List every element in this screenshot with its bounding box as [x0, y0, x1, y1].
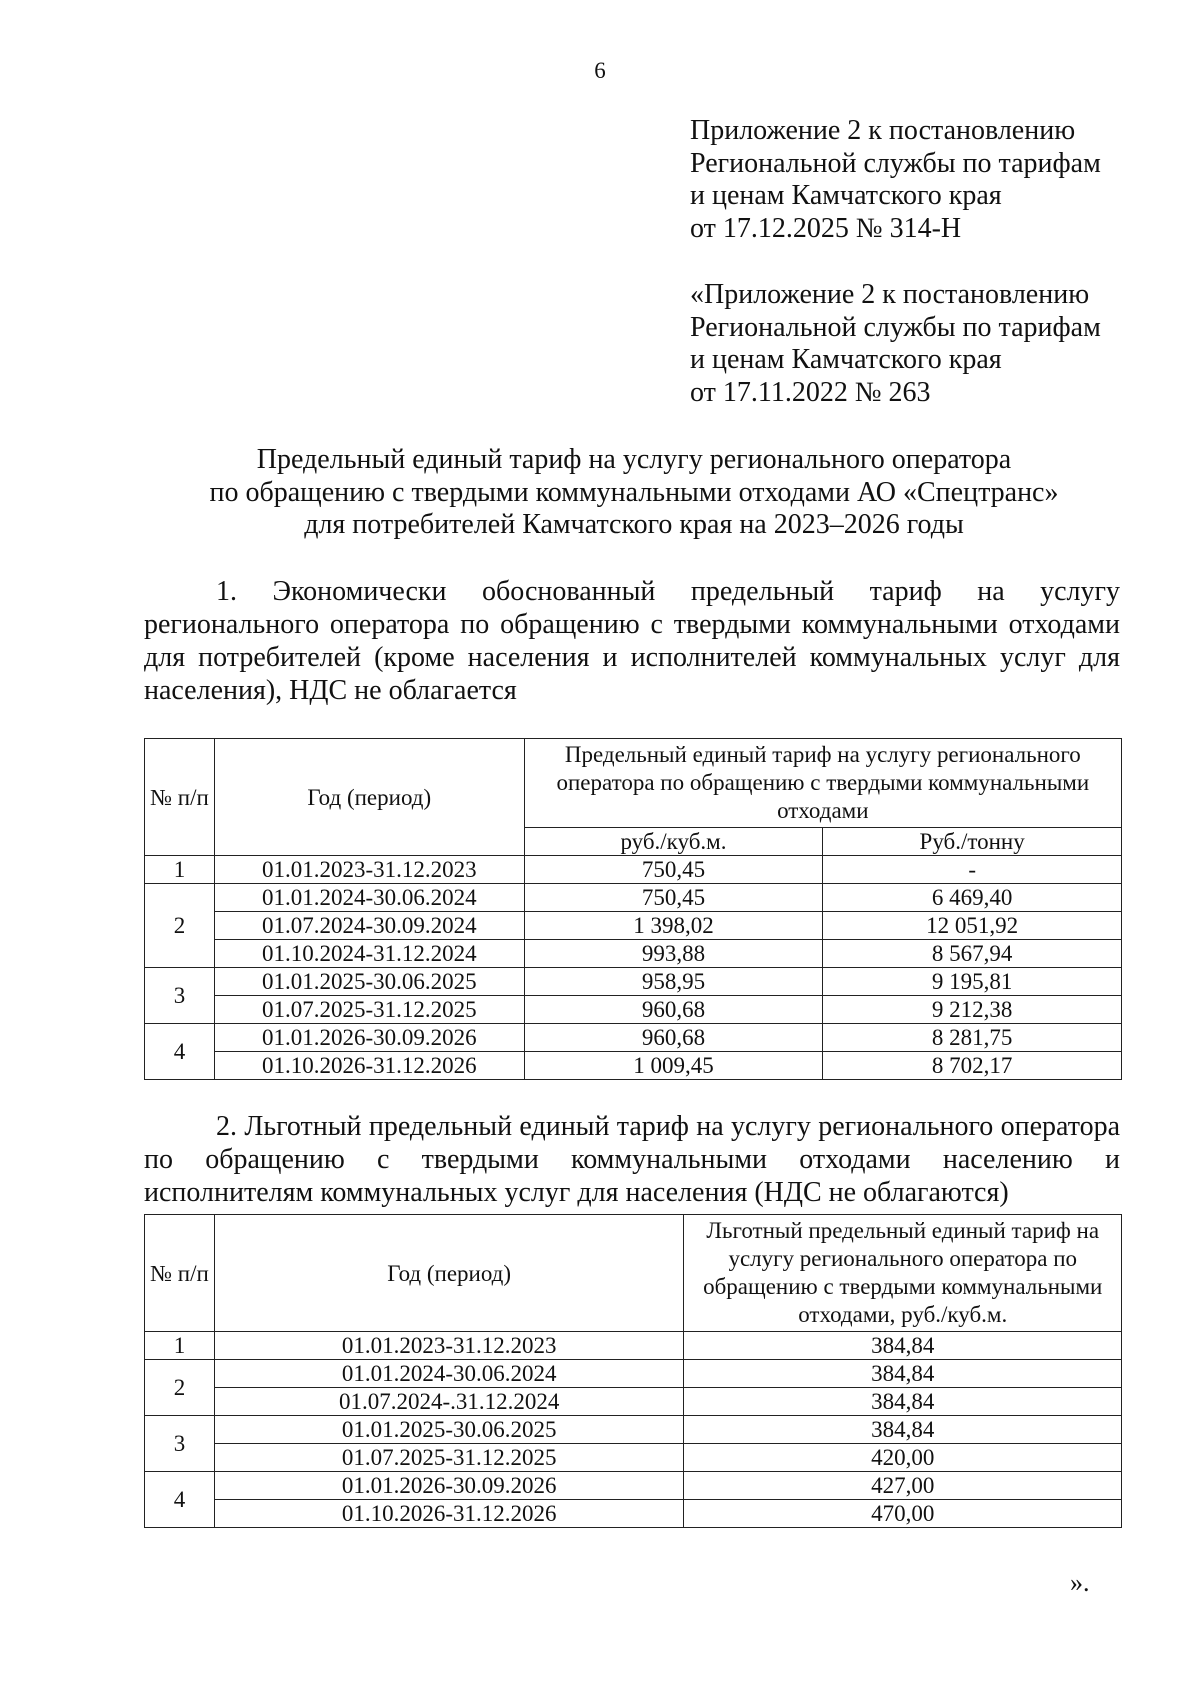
appendix-previous — [690, 279, 1101, 409]
row-period: 01.01.2023-31.12.2023 — [214, 1332, 684, 1360]
section-1-line: регионального оператора по обращению с твердыми коммунальными отходами — [144, 609, 1120, 640]
row-period: 01.01.2024-30.06.2024 — [214, 884, 524, 912]
header-num: № п/п — [145, 1215, 215, 1332]
row-tariff-weight: 8 567,94 — [823, 940, 1122, 968]
row-number: 4 — [145, 1472, 215, 1528]
appendix-previous-line: от 17.11.2022 № 263 — [690, 376, 931, 408]
table-row — [145, 1360, 1122, 1388]
table-row — [145, 1052, 1122, 1080]
row-tariff-volume: 750,45 — [524, 856, 823, 884]
section-1-text — [144, 575, 1120, 707]
appendix-current-line: Приложение 2 к постановлению — [690, 115, 1076, 146]
row-tariff-weight: 6 469,40 — [823, 884, 1122, 912]
title-line: для потребителей Камчатского края на 2023–2026 годы — [304, 509, 964, 540]
table-row — [145, 1444, 1122, 1472]
row-tariff-weight: - — [823, 856, 1122, 884]
row-tariff-value: 384,84 — [684, 1332, 1122, 1360]
row-number: 3 — [145, 968, 215, 1024]
table-row — [145, 1472, 1122, 1500]
row-period: 01.10.2024-31.12.2024 — [214, 940, 524, 968]
section-2-line: по обращению с твердыми коммунальными отходами населению и — [144, 1144, 1120, 1175]
table-row — [145, 940, 1122, 968]
row-tariff-weight: 12 051,92 — [823, 912, 1122, 940]
row-period: 01.10.2026-31.12.2026 — [214, 1500, 684, 1528]
row-tariff-volume: 750,45 — [524, 884, 823, 912]
row-tariff-volume: 960,68 — [524, 996, 823, 1024]
table-row — [145, 1332, 1122, 1360]
appendix-current-line: от 17.12.2025 № 314-Н — [690, 212, 962, 244]
row-tariff-weight: 9 195,81 — [823, 968, 1122, 996]
row-tariff-value: 427,00 — [684, 1472, 1122, 1500]
table-row — [145, 1388, 1122, 1416]
header-num: № п/п — [145, 739, 215, 856]
row-period: 01.01.2025-30.06.2025 — [214, 1416, 684, 1444]
row-number: 2 — [145, 1360, 215, 1416]
appendix-previous-line: «Приложение 2 к постановлению — [690, 279, 1090, 310]
row-period: 01.07.2024-30.09.2024 — [214, 912, 524, 940]
section-2-line: 2. Льготный предельный единый тариф на услугу регионального оператора — [216, 1111, 1120, 1142]
section-1-line: для потребителей (кроме населения и исполнителей коммунальных услуг для — [144, 642, 1120, 673]
page-number: 6 — [594, 58, 606, 83]
section-2-line: исполнителям коммунальных услуг для населения (НДС не облагаются) — [144, 1177, 1009, 1208]
title-line: Предельный единый тариф на услугу регионального оператора — [256, 444, 1012, 475]
table-row — [145, 1416, 1122, 1444]
closing-quote: ». — [1070, 1568, 1090, 1597]
table-row — [145, 884, 1122, 912]
row-tariff-volume: 958,95 — [524, 968, 823, 996]
row-period: 01.10.2026-31.12.2026 — [214, 1052, 524, 1080]
appendix-current — [690, 115, 1101, 245]
row-period: 01.01.2023-31.12.2023 — [214, 856, 524, 884]
row-number: 3 — [145, 1416, 215, 1472]
row-tariff-weight: 9 212,38 — [823, 996, 1122, 1024]
row-tariff-value: 384,84 — [684, 1416, 1122, 1444]
tariff-table-economic — [144, 738, 1122, 1080]
section-1-line: 1. Экономически обоснованный предельный тариф на услугу — [216, 576, 1120, 607]
row-number: 4 — [145, 1024, 215, 1080]
row-tariff-value: 470,00 — [684, 1500, 1122, 1528]
row-tariff-value: 420,00 — [684, 1444, 1122, 1472]
row-number: 1 — [145, 1332, 215, 1360]
row-tariff-weight: 8 281,75 — [823, 1024, 1122, 1052]
table-row — [145, 968, 1122, 996]
tariff-table-preferential — [144, 1214, 1122, 1528]
table-header-row — [145, 1215, 1122, 1332]
table-row — [145, 856, 1122, 884]
table-row — [145, 1024, 1122, 1052]
document-title — [0, 444, 1200, 542]
appendix-current-line: Региональной службы по тарифам — [690, 147, 1101, 179]
row-period: 01.07.2024-.31.12.2024 — [214, 1388, 684, 1416]
row-tariff-volume: 993,88 — [524, 940, 823, 968]
section-2-text — [144, 1110, 1120, 1209]
appendix-previous-line: и ценам Камчатского края — [690, 344, 1002, 375]
header-period: Год (период) — [214, 739, 524, 856]
row-tariff-value: 384,84 — [684, 1388, 1122, 1416]
header-unit-volume: руб./куб.м. — [524, 828, 823, 856]
table-row — [145, 996, 1122, 1024]
row-tariff-volume: 960,68 — [524, 1024, 823, 1052]
header-unit-weight: Руб./тонну — [823, 828, 1122, 856]
header-tariff: Предельный единый тариф на услугу регионального оператора по обращению с твердыми коммунальными отходами — [524, 739, 1121, 828]
header-period: Год (период) — [214, 1215, 684, 1332]
appendix-current-line: и ценам Камчатского края — [690, 180, 1002, 211]
row-period: 01.01.2026-30.09.2026 — [214, 1472, 684, 1500]
row-tariff-weight: 8 702,17 — [823, 1052, 1122, 1080]
table-header-row — [145, 739, 1122, 828]
row-period: 01.01.2024-30.06.2024 — [214, 1360, 684, 1388]
row-period: 01.07.2025-31.12.2025 — [214, 1444, 684, 1472]
table-row — [145, 912, 1122, 940]
row-tariff-volume: 1 009,45 — [524, 1052, 823, 1080]
appendix-previous-line: Региональной службы по тарифам — [690, 311, 1101, 343]
row-period: 01.01.2025-30.06.2025 — [214, 968, 524, 996]
title-line: по обращению с твердыми коммунальными отходами АО «Спецтранс» — [209, 476, 1059, 508]
section-1-line: населения), НДС не облагается — [144, 675, 517, 706]
row-period: 01.01.2026-30.09.2026 — [214, 1024, 524, 1052]
row-period: 01.07.2025-31.12.2025 — [214, 996, 524, 1024]
header-tariff: Льготный предельный единый тариф на услугу регионального оператора по обращению с твердыми коммунальными отходами, руб./куб.м. — [684, 1215, 1122, 1332]
row-number: 2 — [145, 884, 215, 968]
row-tariff-value: 384,84 — [684, 1360, 1122, 1388]
row-tariff-volume: 1 398,02 — [524, 912, 823, 940]
table-row — [145, 1500, 1122, 1528]
row-number: 1 — [145, 856, 215, 884]
